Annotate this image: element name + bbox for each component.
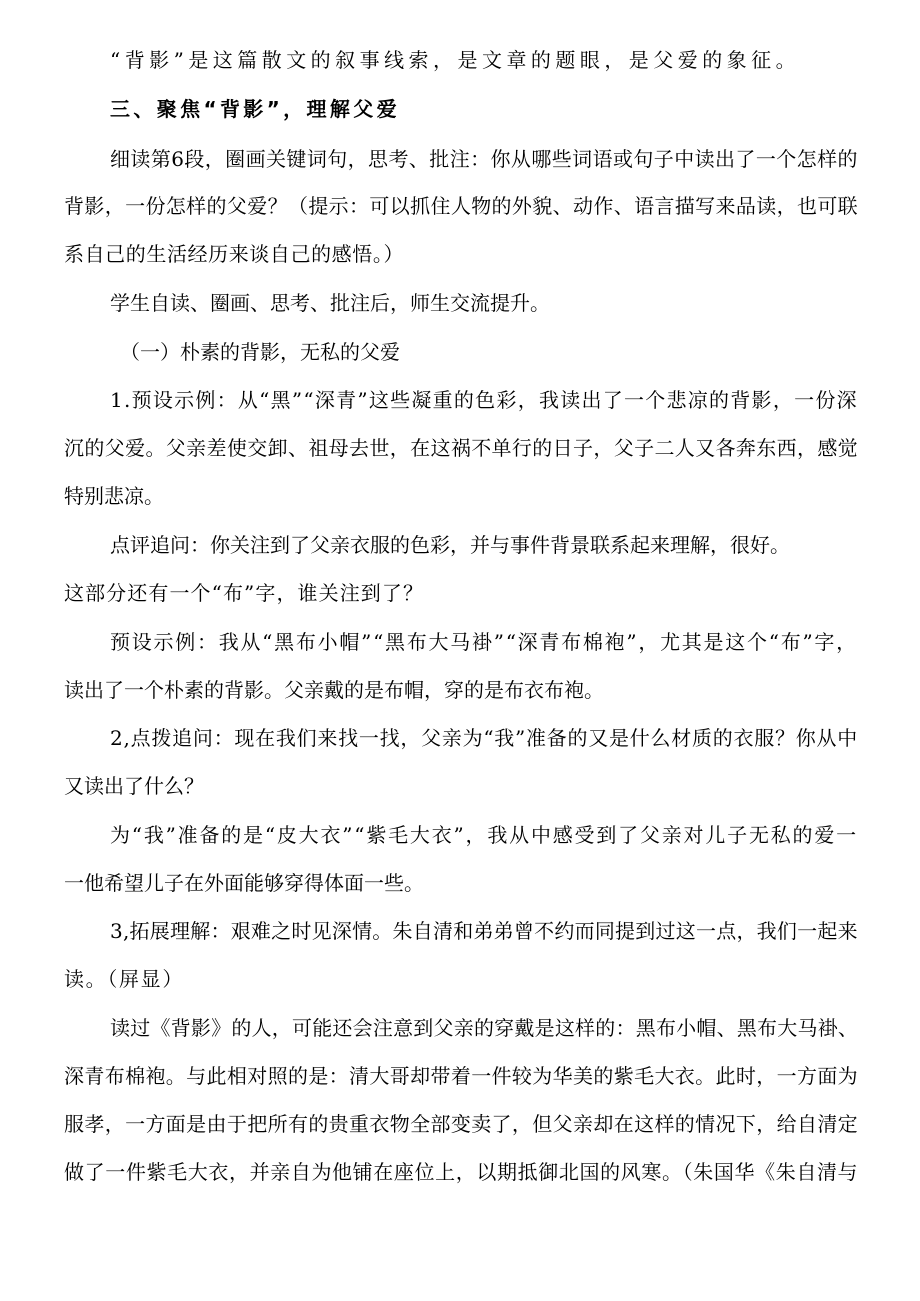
paragraph-line: 细读第6段，圈画关键词句，思考、批注：你从哪些词语或句子中读出了一个怎样的 [110, 147, 858, 171]
paragraph-line: 背影，一份怎样的父爱？（提示：可以抓住人物的外貌、动作、语言描写来品读，也可联 [64, 194, 859, 218]
paragraph-line: 读。（屏显） [64, 967, 185, 991]
quote-line: 做了一件紫毛大衣，并亲自为他铺在座位上，以期抵御北国的风寒。（朱国华《朱自清与 [64, 1160, 859, 1184]
quote-line: 读过《背影》的人，可能还会注意到父亲的穿戴是这样的：黑布小帽、黑布大马褂、 [110, 1016, 859, 1040]
paragraph-line: 这部分还有一个“布”字，谁关注到了？ [64, 581, 425, 605]
subsection-heading: （一）朴素的背影，无私的父爱 [120, 340, 400, 364]
paragraph-line: 沉的父爱。父亲差使交卸、祖母去世，在这祸不单行的日子，父子二人又各奔东西，感觉 [64, 436, 859, 460]
paragraph-line: 又读出了什么？ [64, 774, 204, 798]
quote-line: 深青布棉袍。与此相对照的是：清大哥却带着一件较为华美的紫毛大衣。此时，一方面为 [64, 1064, 859, 1088]
paragraph-line: 预设示例：我从“黑布小帽”“黑布大马褂”“深青布棉袍”，尤其是这个“布”字， [110, 630, 858, 654]
paragraph-line: 点评追问：你关注到了父亲衣服的色彩，并与事件背景联系起来理解，很好。 [110, 533, 790, 557]
paragraph-line: 为“我”准备的是“皮大衣”“紫毛大衣”，我从中感受到了父亲对儿子无私的爱一 [110, 823, 858, 847]
section-heading: 三、聚焦“背影”，理解父爱 [110, 97, 400, 121]
paragraph-line: 读出了一个朴素的背影。父亲戴的是布帽，穿的是布衣布袍。 [64, 678, 604, 702]
paragraph-line: 一他希望儿子在外面能够穿得体面一些。 [64, 871, 424, 895]
paragraph-line: 学生自读、圈画、思考、批注后，师生交流提升。 [110, 291, 550, 315]
quote-line: 服孝，一方面是由于把所有的贵重衣物全部变卖了，但父亲却在这样的情况下，给自清定 [64, 1112, 859, 1136]
paragraph-line: 1.预设示例：从“黑”“深青”这些凝重的色彩，我读出了一个悲凉的背影，一份深 [110, 388, 858, 412]
paragraph-line: 3,拓展理解：艰难之时见深情。朱自清和弟弟曾不约而同提到过这一点，我们一起来 [110, 919, 858, 943]
paragraph-line: “背影”是这篇散文的叙事线索，是文章的题眼，是父爱的象征。 [110, 48, 801, 72]
paragraph-line: 2,点拨追问：现在我们来找一找，父亲为“我”准备的又是什么材质的衣服？你从中 [110, 726, 859, 750]
paragraph-line: 系自己的生活经历来谈自己的感悟。） [64, 242, 405, 266]
paragraph-line: 特别悲凉。 [64, 484, 164, 508]
